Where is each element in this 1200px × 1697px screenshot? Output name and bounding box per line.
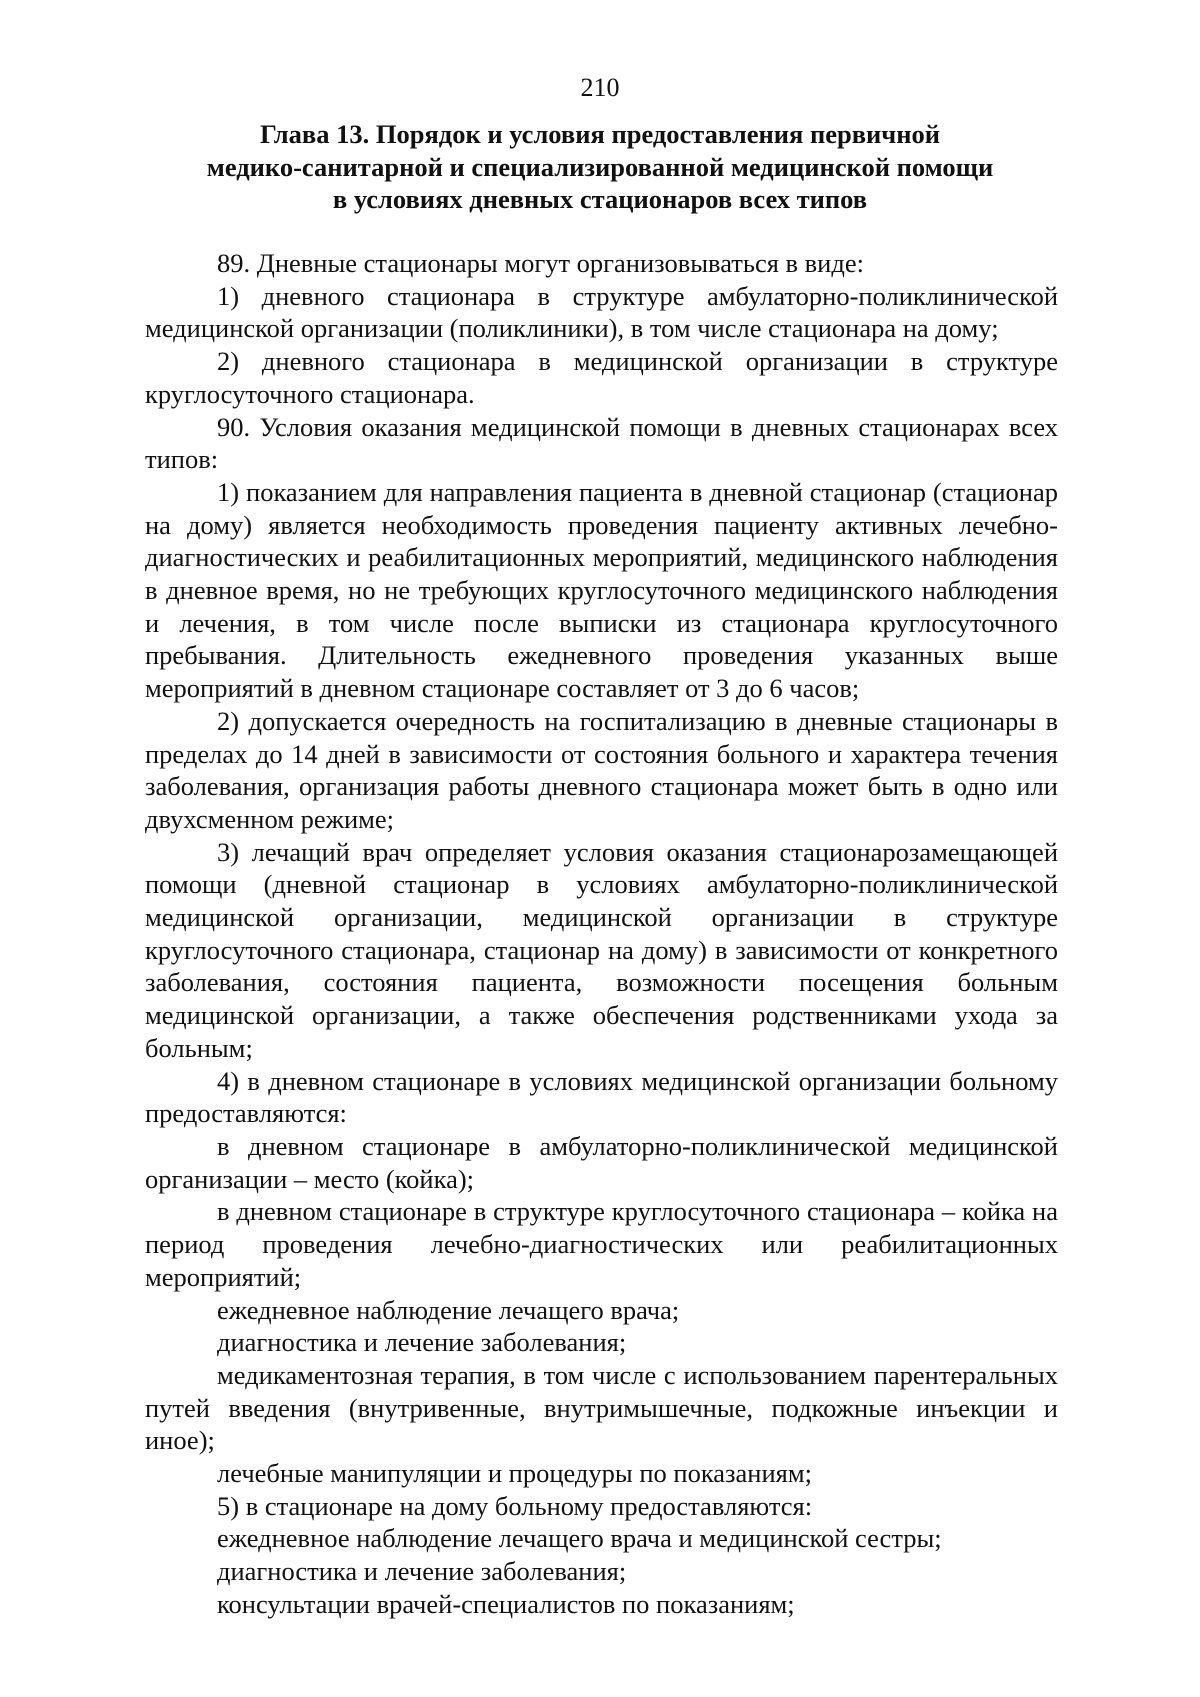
chapter-title [180,118,1020,216]
paragraph-home-observation: ежедневное наблюдение лечащего врача и медицинской сестры; [217,1523,942,1554]
page-number: 210 [580,73,620,102]
chapter-title-line-3: в условиях дневных стационаров всех типов [332,184,868,214]
paragraph-bed-outpatient: в дневном стационаре в амбулаторно-поликлинической медицинской организации – место (койка); [145,1130,1058,1194]
paragraph-item-90-2: 2) допускается очередность на госпитализацию в дневные стационары в пределах до 14 дней в зависимости от состояния больного и характера течения заболевания, организация работы дневного стационара может быть в одно или двухсменном режиме; [145,705,1058,834]
paragraph-home-diagnostics: диагностика и лечение заболевания; [217,1556,627,1587]
paragraph-item-90-4: 4) в дневном стационаре в условиях медицинской организации больному предоставляются: [145,1065,1058,1129]
paragraph-item-90-3: 3) лечащий врач определяет условия оказания стационарозамещающей помощи (дневной стационар в условиях амбулаторно-поликлинической медицинской организации, медицинской организации в структуре круглосуточного стационара, стационар на дому) в зависимости от конкретного заболевания, состояния пациента, возможности посещения больным медицинской организации, а также обеспечения родственниками ухода за больным; [145,836,1058,1063]
paragraph-item-89: 89. Дневные стационары могут организовываться в виде: [217,248,864,278]
paragraph-item-90-5: 5) в стационаре на дому больному предоставляются: [217,1490,813,1521]
paragraph-diagnostics: диагностика и лечение заболевания; [217,1327,627,1358]
chapter-title-line-1: Глава 13. Порядок и условия предоставления первичной [259,119,941,149]
paragraph-item-90: 90. Условия оказания медицинской помощи в дневных стационарах всех типов: [145,411,1058,475]
chapter-title-line-2: медико-санитарной и специализированной медицинской помощи [206,151,994,182]
paragraph-bed-inpatient: в дневном стационаре в структуре круглосуточного стационара – койка на период проведения лечебно-диагностических или реабилитационных мероприятий; [145,1196,1058,1292]
paragraph-item-89-1: 1) дневного стационара в структуре амбулаторно-поликлинической медицинской организации (поликлиники), в том числе стационара на дому; [145,280,1058,344]
paragraph-procedures: лечебные манипуляции и процедуры по показаниям; [217,1458,812,1489]
paragraph-item-90-1: 1) показанием для направления пациента в дневной стационар (стационар на дому) является необходимость проведения пациенту активных лечебно-диагностических и реабилитационных мероприятий, медицинского наблюдения в дневное время, но не требующих круглосуточного медицинского наблюдения и лечения, в том числе после выписки из стационара круглосуточного пребывания. Длительность ежедневного проведения указанных выше мероприятий в дневном стационаре составляет от 3 до 6 часов; [145,476,1058,704]
paragraph-consultations: консультации врачей-специалистов по показаниям; [217,1588,795,1619]
paragraph-item-89-2: 2) дневного стационара в медицинской организации в структуре круглосуточного стационара. [145,346,1058,409]
document-body [145,247,1058,1621]
paragraph-drug-therapy: медикаментозная терапия, в том числе с использованием парентеральных путей введения (внутривенные, внутримышечные, подкожные инъекции и иное); [145,1359,1058,1456]
paragraph-daily-observation: ежедневное наблюдение лечащего врача; [217,1294,680,1325]
